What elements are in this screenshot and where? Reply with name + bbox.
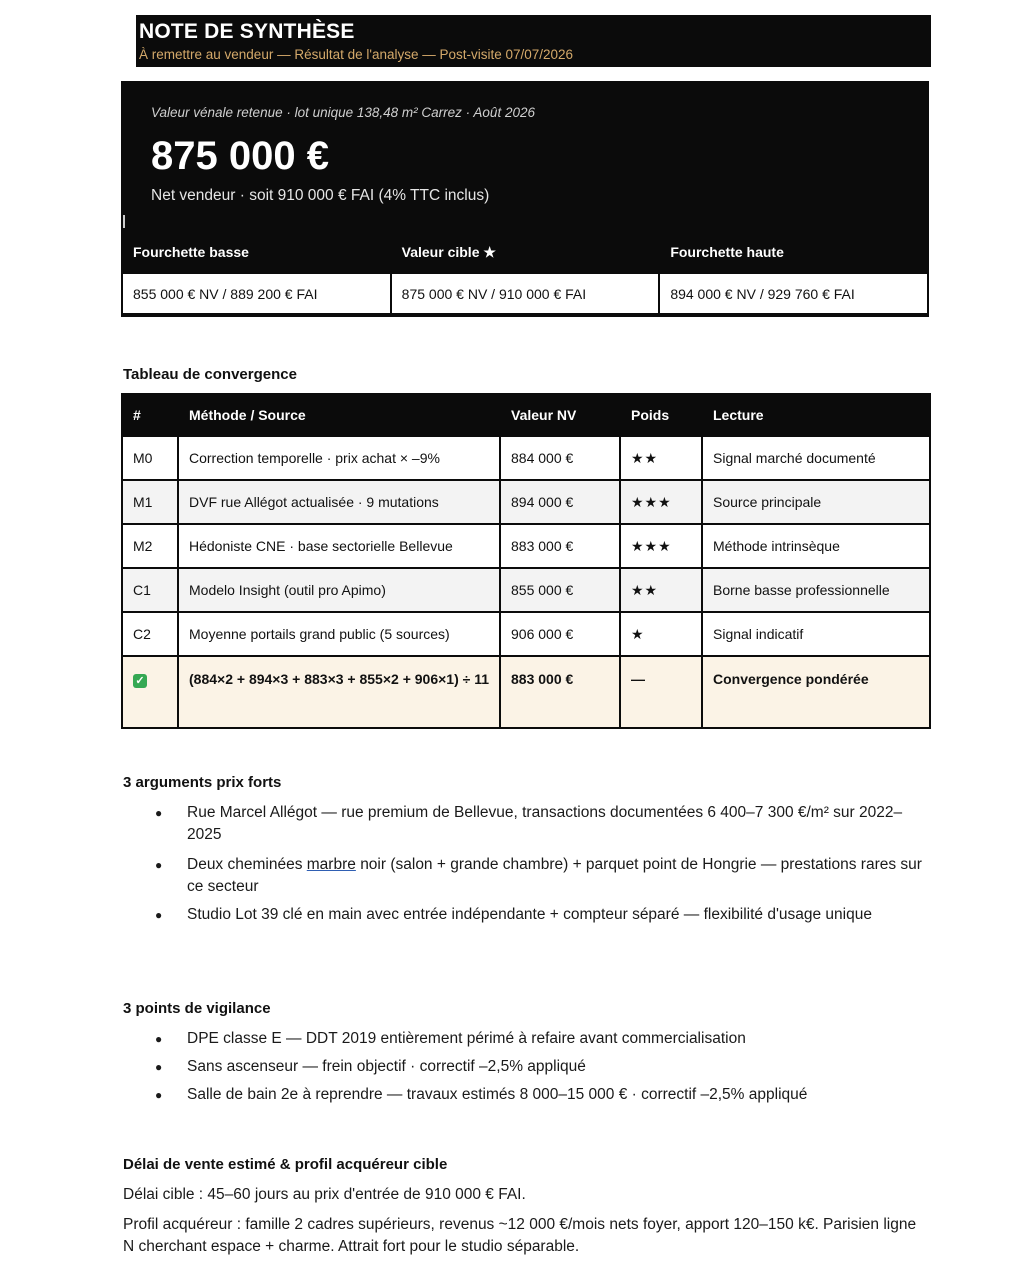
row-value: 894 000 € [500, 480, 620, 524]
row-reading: Signal indicatif [702, 612, 930, 656]
row-index: M1 [122, 480, 178, 524]
total-formula: (884×2 + 894×3 + 883×3 + 855×2 + 906×1) ÷ 11 [178, 656, 500, 728]
list-item-prefix: Deux cheminées [187, 856, 307, 873]
row-method: Moyenne portails grand public (5 sources) [178, 612, 500, 656]
page-title: NOTE DE SYNTHÈSE [139, 20, 355, 43]
row-reading: Borne basse professionnelle [702, 568, 930, 612]
row-value: 906 000 € [500, 612, 620, 656]
price-range-table [121, 230, 929, 315]
col-header-value: Valeur NV [500, 394, 620, 436]
row-weight-stars: ★★★ [620, 524, 702, 568]
col-header-weight: Poids [620, 394, 702, 436]
list-item: ● Rue Marcel Allégot — rue premium de Bellevue, transactions documentées 6 400–7 300 €/m² sur 2022–2025 [123, 802, 929, 846]
convergence-total-row [122, 656, 930, 728]
range-value-target: 875 000 € NV / 910 000 € FAI [391, 273, 660, 314]
total-value: 883 000 € [500, 656, 620, 728]
row-index: C1 [122, 568, 178, 612]
table-row [122, 436, 930, 480]
total-reading: Convergence pondérée [702, 656, 930, 728]
list-item: ● Sans ascenseur — frein objectif · correctif –2,5% appliqué [123, 1056, 929, 1078]
buyer-profile: Profil acquéreur : famille 2 cadres supérieurs, revenus ~12 000 €/mois nets foyer, apport 120–150 k€. Parisien ligne N cherchant espace + charme. Attrait fort pour le studio séparable. [123, 1216, 917, 1255]
valuation-amount: 875 000 € [151, 134, 329, 178]
sale-title: Délai de vente estimé & profil acquéreur cible [123, 1156, 448, 1173]
range-header-high: Fourchette haute [659, 231, 928, 273]
range-value-high: 894 000 € NV / 929 760 € FAI [659, 273, 928, 314]
list-item: ● Salle de bain 2e à reprendre — travaux estimés 8 000–15 000 € · correctif –2,5% appliqué [123, 1084, 929, 1106]
col-header-index: # [122, 394, 178, 436]
title-bar [136, 15, 931, 67]
row-method: Hédoniste CNE · base sectorielle Bellevue [178, 524, 500, 568]
text-cursor [123, 215, 125, 228]
risks-title: 3 points de vigilance [123, 1000, 271, 1017]
row-reading: Méthode intrinsèque [702, 524, 930, 568]
list-item-rest: noir (salon + grande chambre) + parquet point de Hongrie — prestations rares sur ce secteur [187, 856, 922, 895]
spellcheck-word: marbre [306, 856, 356, 873]
col-header-reading: Lecture [702, 394, 930, 436]
row-value: 884 000 € [500, 436, 620, 480]
row-weight-stars: ★★ [620, 568, 702, 612]
table-row [122, 568, 930, 612]
sale-delay: Délai cible : 45–60 jours au prix d'entrée de 910 000 € FAI. [123, 1186, 526, 1203]
row-method: Modelo Insight (outil pro Apimo) [178, 568, 500, 612]
page-subtitle: À remettre au vendeur — Résultat de l'analyse — Post-visite 07/07/2026 [139, 47, 574, 62]
list-item: ● Studio Lot 39 clé en main avec entrée indépendante + compteur séparé — flexibilité d'usage unique [123, 904, 929, 926]
row-index: M2 [122, 524, 178, 568]
strengths-list [123, 802, 929, 926]
row-method: Correction temporelle · prix achat × –9% [178, 436, 500, 480]
row-index: C2 [122, 612, 178, 656]
row-method: DVF rue Allégot actualisée · 9 mutations [178, 480, 500, 524]
col-header-method: Méthode / Source [178, 394, 500, 436]
list-item [123, 854, 929, 898]
row-weight-stars: ★ [620, 612, 702, 656]
convergence-table [121, 393, 931, 729]
valuation-net-line: Net vendeur · soit 910 000 € FAI (4% TTC inclus) [151, 187, 490, 204]
valuation-caption: Valeur vénale retenue · lot unique 138,48 m² Carrez · Août 2026 [151, 105, 535, 120]
convergence-title: Tableau de convergence [123, 366, 297, 383]
range-header-low: Fourchette basse [122, 231, 391, 273]
range-header-target: Valeur cible ★ [391, 231, 660, 273]
table-row [122, 524, 930, 568]
row-weight-stars: ★★★ [620, 480, 702, 524]
total-check-cell [122, 656, 178, 728]
total-weight: — [620, 656, 702, 728]
range-value-low: 855 000 € NV / 889 200 € FAI [122, 273, 391, 314]
row-value: 855 000 € [500, 568, 620, 612]
row-reading: Signal marché documenté [702, 436, 930, 480]
row-reading: Source principale [702, 480, 930, 524]
row-index: M0 [122, 436, 178, 480]
risks-list [123, 1028, 929, 1106]
row-value: 883 000 € [500, 524, 620, 568]
row-weight-stars: ★★ [620, 436, 702, 480]
strengths-title: 3 arguments prix forts [123, 774, 282, 791]
convergence-header-row [122, 394, 930, 436]
check-icon: ✓ [133, 674, 147, 688]
range-value-row [122, 273, 928, 314]
list-item: ● DPE classe E — DDT 2019 entièrement périmé à refaire avant commercialisation [123, 1028, 929, 1050]
range-header-row [122, 231, 928, 273]
table-row [122, 480, 930, 524]
table-row [122, 612, 930, 656]
